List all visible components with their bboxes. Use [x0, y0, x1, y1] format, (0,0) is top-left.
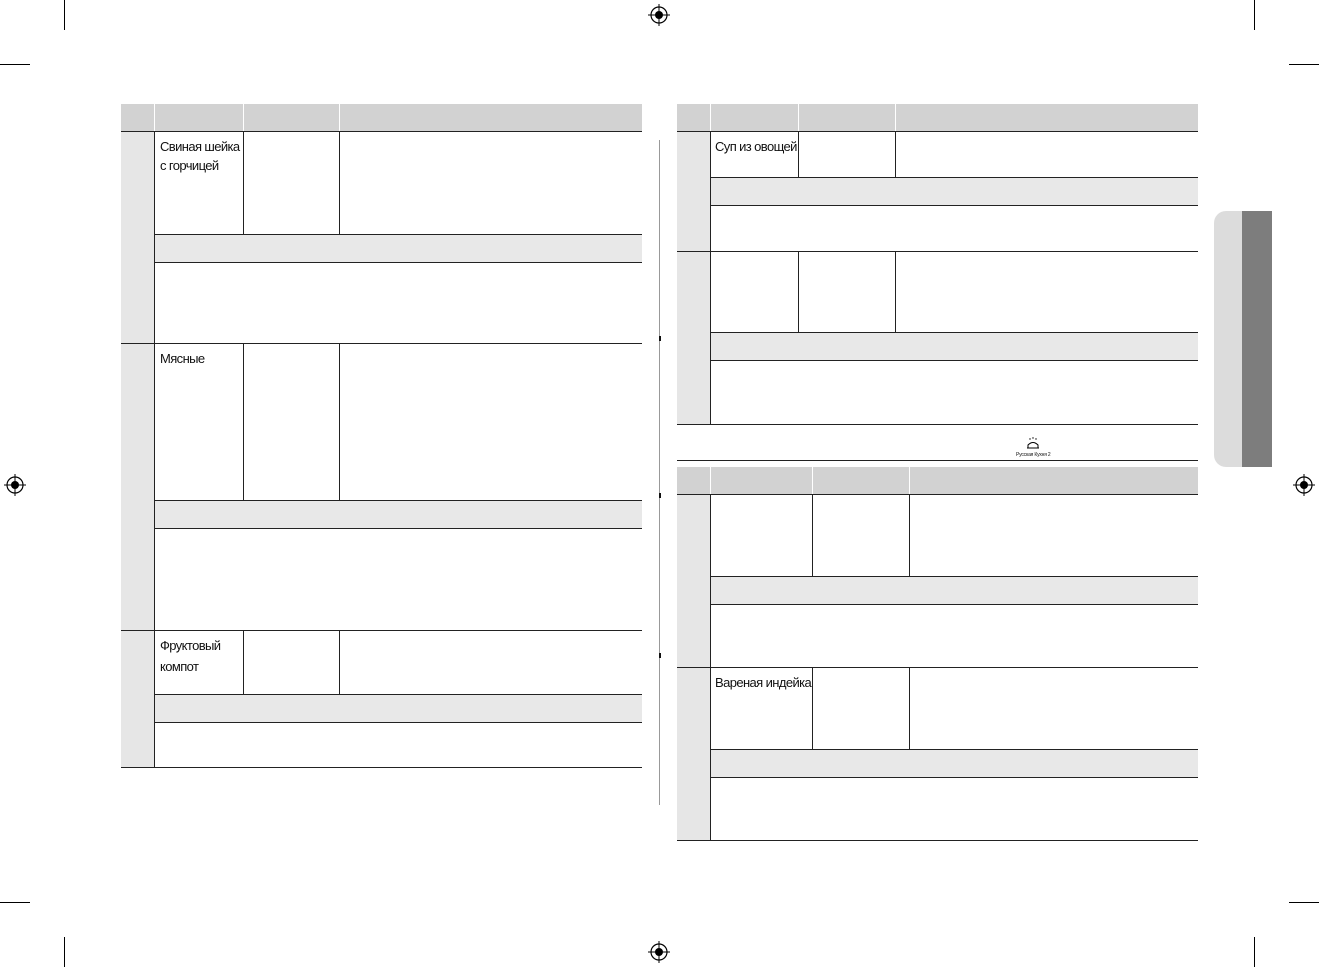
- registration-mark-icon: [1293, 474, 1315, 496]
- dish-name: Суп из овощей: [715, 139, 797, 154]
- pot-steam-icon: [1025, 437, 1041, 451]
- registration-mark-icon: [648, 4, 670, 26]
- dish-name: Вареная индейка: [715, 675, 812, 690]
- registration-mark-icon: [4, 474, 26, 496]
- program-label: Русская Кухня 2: [1016, 452, 1051, 458]
- registration-mark-icon: [648, 941, 670, 963]
- dish-name: Фруктовый компот: [160, 638, 221, 674]
- dish-name: Свиная шейка с горчицей: [160, 139, 240, 173]
- dish-name: Мясные: [160, 351, 205, 366]
